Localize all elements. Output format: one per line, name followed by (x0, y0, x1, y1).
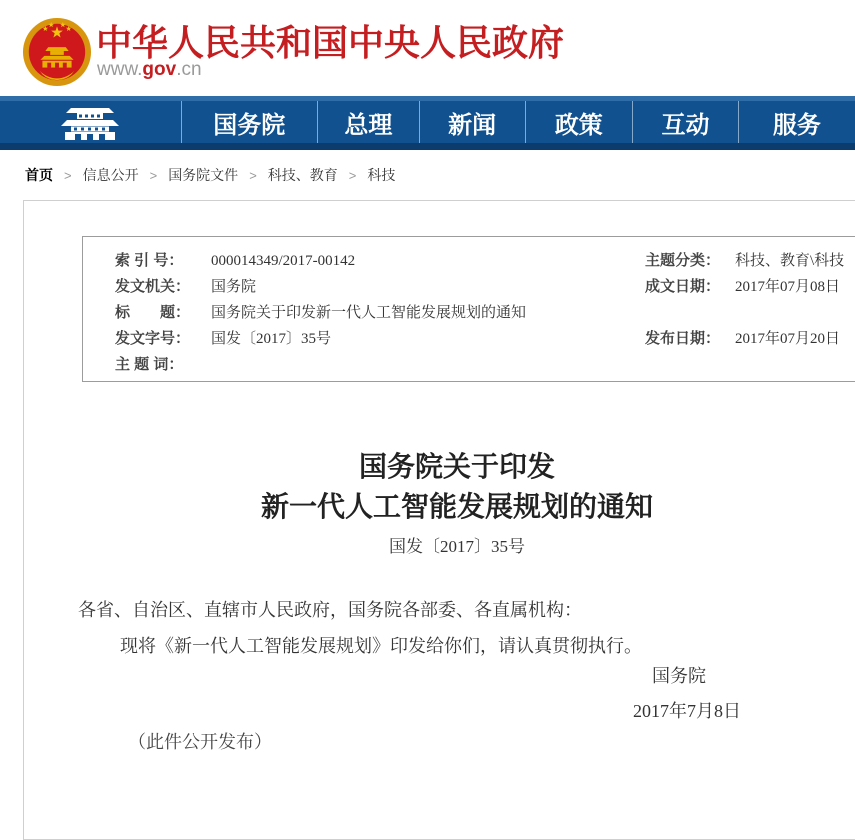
meta-value-title: 国务院关于印发新一代人工智能发展规划的通知 (211, 305, 527, 321)
nav-item-services[interactable]: 服务 (738, 101, 855, 143)
site-url[interactable] (97, 59, 202, 81)
nav-item-policy[interactable]: 政策 (525, 101, 633, 143)
meta-row-title (115, 300, 526, 326)
meta-value-category: 科技、教育\科技 (735, 253, 845, 269)
meta-label-publish-date: 发布日期： (645, 330, 721, 347)
nav-item-news[interactable]: 新闻 (419, 101, 525, 143)
meta-value-index: 000014349/2017-00142 (211, 253, 356, 269)
main-nav (0, 96, 855, 150)
document-title-line-2: 新一代人工智能发展规划的通知 (260, 492, 653, 523)
breadcrumb-sci-edu[interactable]: 科技、教育 (267, 167, 338, 183)
document-signer: 国务院 (652, 666, 706, 686)
meta-right-column (645, 248, 844, 352)
document-meta-box (82, 236, 855, 382)
breadcrumb-separator: > (149, 167, 158, 183)
meta-row-empty (645, 300, 844, 326)
meta-label-index: 索 引 号： (115, 252, 184, 269)
url-cn: .cn (176, 59, 202, 80)
breadcrumb-science[interactable]: 科技 (367, 167, 396, 183)
meta-label-issuing-org: 发文机关： (115, 278, 191, 295)
breadcrumb-info-disclosure[interactable]: 信息公开 (82, 167, 139, 183)
tiananmen-icon (57, 102, 123, 142)
document-paragraph-recipients: 各省、自治区、直辖市人民政府，国务院各部委、各直属机构： (78, 600, 582, 620)
breadcrumb-state-council-docs[interactable]: 国务院文件 (168, 167, 239, 183)
site-header (0, 0, 855, 96)
url-www: www. (97, 59, 143, 80)
meta-row-category (645, 248, 844, 274)
nav-items (0, 101, 855, 143)
document-number: 国发〔2017〕35号 (389, 537, 525, 556)
meta-row-index (115, 248, 526, 274)
meta-label-doc-number: 发文字号： (115, 330, 191, 347)
meta-label-title: 标 题： (115, 304, 191, 321)
meta-row-doc-number (115, 326, 526, 352)
breadcrumb-separator: > (348, 167, 357, 183)
meta-row-written-date (645, 274, 844, 300)
meta-value-publish-date: 2017年07月20日 (735, 331, 841, 347)
breadcrumb-home[interactable]: 首页 (25, 167, 53, 183)
nav-item-interaction[interactable]: 互动 (632, 101, 738, 143)
site-title[interactable]: 中华人民共和国中央人民政府 (96, 22, 565, 63)
breadcrumb-separator: > (64, 167, 72, 183)
url-gov: gov (142, 59, 177, 80)
meta-row-issuing-org (115, 274, 526, 300)
meta-value-written-date: 2017年07月08日 (735, 279, 841, 295)
nav-bottom-strip (0, 143, 855, 150)
document-paragraph-body: 现将《新一代人工智能发展规划》印发给你们，请认真贯彻执行。 (120, 636, 642, 656)
nav-item-state-council[interactable]: 国务院 (181, 101, 317, 143)
meta-row-subject-words (115, 352, 526, 378)
meta-value-doc-number: 国发〔2017〕35号 (211, 331, 332, 347)
document-footnote: （此件公开发布） (128, 732, 272, 752)
meta-row-publish-date (645, 326, 844, 352)
document-title-block (24, 448, 855, 562)
meta-value-issuing-org: 国务院 (211, 279, 257, 295)
breadcrumb (0, 150, 855, 200)
meta-left-column (115, 248, 526, 378)
meta-label-written-date: 成文日期： (645, 278, 721, 295)
nav-item-premier[interactable]: 总理 (317, 101, 419, 143)
meta-label-category: 主题分类： (645, 252, 721, 269)
national-emblem-icon[interactable] (22, 17, 92, 87)
breadcrumb-separator: > (249, 167, 257, 183)
nav-home-button[interactable] (0, 101, 181, 143)
meta-label-subject-words: 主 题 词： (115, 356, 184, 373)
document-container (23, 200, 855, 840)
document-sign-date: 2017年7月8日 (633, 701, 741, 721)
document-title-line-1: 国务院关于印发 (358, 452, 555, 483)
